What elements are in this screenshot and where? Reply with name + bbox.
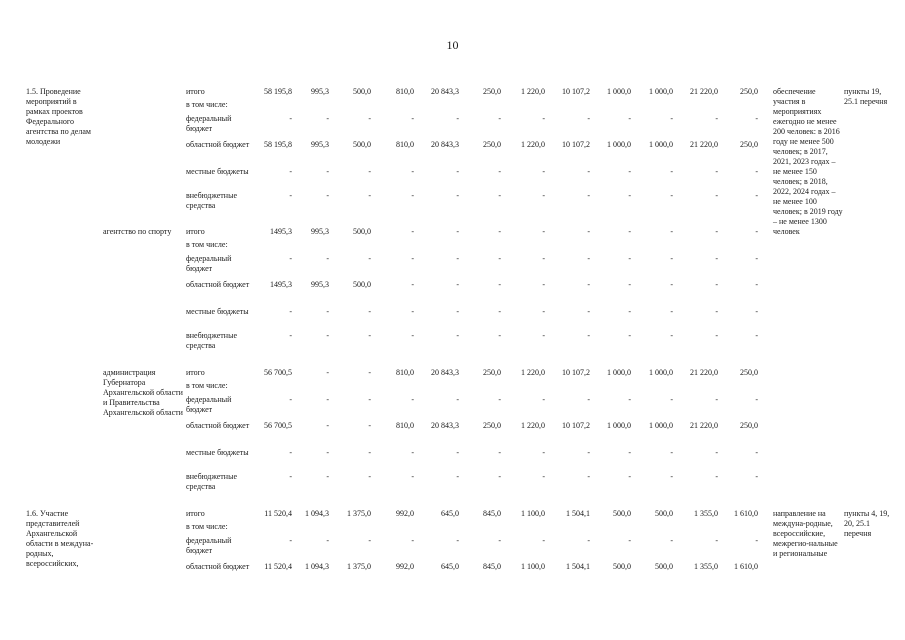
value-cell: - (498, 472, 501, 481)
value-cell: 21 220,0 (690, 368, 718, 377)
value-cell: - (498, 254, 501, 263)
value-cell: 1 610,0 (734, 509, 758, 518)
value-cell: 21 220,0 (690, 87, 718, 96)
value-cell: - (289, 536, 292, 545)
value-cell: - (411, 191, 414, 200)
value-cell: 500,0 (613, 509, 631, 518)
value-cell: - (326, 368, 329, 377)
value-cell: - (326, 254, 329, 263)
value-cell: - (498, 448, 501, 457)
funding-source-label: итого (186, 368, 205, 377)
funding-source-label: областной бюджет (186, 140, 250, 149)
value-cell: - (498, 191, 501, 200)
value-cell: - (368, 536, 371, 545)
value-cell: 21 220,0 (690, 140, 718, 149)
value-cell: - (368, 114, 371, 123)
value-cell: - (456, 114, 459, 123)
value-cell: - (542, 280, 545, 289)
value-cell: - (326, 191, 329, 200)
value-cell: 992,0 (396, 509, 414, 518)
value-cell: 1 504,1 (566, 509, 590, 518)
value-cell: - (755, 448, 758, 457)
funding-source-label: областной бюджет (186, 421, 250, 430)
value-cell: 56 700,5 (264, 421, 292, 430)
value-cell: 1 220,0 (521, 140, 545, 149)
value-cell: - (715, 331, 718, 340)
value-cell: - (411, 448, 414, 457)
value-cell: - (542, 307, 545, 316)
funding-source-label: итого (186, 87, 205, 96)
value-cell: - (670, 395, 673, 404)
value-cell: 845,0 (483, 562, 501, 571)
value-cell: - (411, 472, 414, 481)
value-cell: 1495,3 (270, 227, 292, 236)
value-cell: 1 220,0 (521, 421, 545, 430)
value-cell: - (326, 421, 329, 430)
value-cell: - (411, 280, 414, 289)
value-cell: - (326, 536, 329, 545)
value-cell: 1 000,0 (607, 87, 631, 96)
value-cell: 10 107,2 (562, 368, 590, 377)
value-cell: - (411, 167, 414, 176)
value-cell: 1 375,0 (347, 509, 371, 518)
value-cell: - (456, 331, 459, 340)
value-cell: - (368, 331, 371, 340)
funding-source-label: местные бюджеты (186, 448, 249, 457)
value-cell: - (368, 167, 371, 176)
value-cell: - (670, 448, 673, 457)
value-cell: 500,0 (353, 140, 371, 149)
value-cell: - (498, 331, 501, 340)
value-cell: - (289, 395, 292, 404)
value-cell: 1 000,0 (649, 421, 673, 430)
block-result: обеспечение участия в мероприятиях ежегодно не менее 200 человек: в 2016 году не менее 500 человек; в 2017, 2021, 2023 годах – не менее 150 человек; в 2018, 2022, 2024 годах – не менее 100 человек; в 2019 году – не менее 1300 человек (773, 87, 843, 236)
value-cell: - (326, 395, 329, 404)
value-cell: - (587, 167, 590, 176)
value-cell: - (670, 307, 673, 316)
funding-source-label: в том числе: (186, 100, 228, 109)
value-cell: 1 000,0 (607, 421, 631, 430)
value-cell: - (326, 448, 329, 457)
value-cell: - (587, 307, 590, 316)
value-cell: - (411, 227, 414, 236)
value-cell: - (587, 227, 590, 236)
block-reference: пункты 19, 25.1 перечня (844, 87, 888, 106)
value-cell: 845,0 (483, 509, 501, 518)
value-cell: - (755, 536, 758, 545)
value-cell: 21 220,0 (690, 421, 718, 430)
value-cell: - (542, 114, 545, 123)
value-cell: 56 700,5 (264, 368, 292, 377)
value-cell: - (411, 307, 414, 316)
value-cell: 250,0 (483, 421, 501, 430)
value-cell: - (542, 536, 545, 545)
block-result: направление на междуна-родные, всероссийские, межрегио-нальные и региональные (773, 509, 838, 558)
value-cell: - (542, 191, 545, 200)
value-cell: 1 100,0 (521, 562, 545, 571)
funding-source-label: федеральный бюджет (186, 536, 232, 555)
value-cell: - (498, 167, 501, 176)
value-cell: 1 000,0 (607, 368, 631, 377)
value-cell: - (628, 280, 631, 289)
value-cell: 500,0 (353, 227, 371, 236)
value-cell: - (326, 167, 329, 176)
value-cell: - (289, 114, 292, 123)
value-cell: - (715, 395, 718, 404)
value-cell: - (587, 254, 590, 263)
value-cell: 500,0 (655, 562, 673, 571)
funding-source-label: федеральный бюджет (186, 395, 232, 414)
value-cell: 1 000,0 (607, 140, 631, 149)
value-cell: - (715, 114, 718, 123)
value-cell: - (542, 167, 545, 176)
page-number: 10 (446, 38, 459, 52)
value-cell: - (456, 280, 459, 289)
value-cell: - (715, 536, 718, 545)
value-cell: - (715, 280, 718, 289)
value-cell: 500,0 (613, 562, 631, 571)
value-cell: - (326, 114, 329, 123)
value-cell: 1 355,0 (694, 562, 718, 571)
value-cell: 1 000,0 (649, 140, 673, 149)
value-cell: 810,0 (396, 87, 414, 96)
value-cell: - (628, 254, 631, 263)
value-cell: 1 000,0 (649, 87, 673, 96)
value-cell: - (715, 472, 718, 481)
executor-name: администрация Губернатора Архангельской области и Правительства Архангельской области (103, 368, 183, 417)
value-cell: - (411, 536, 414, 545)
value-cell: - (456, 254, 459, 263)
value-cell: 1 375,0 (347, 562, 371, 571)
value-cell: - (670, 280, 673, 289)
value-cell: - (456, 191, 459, 200)
value-cell: 20 843,3 (431, 140, 459, 149)
value-cell: - (670, 536, 673, 545)
value-cell: 20 843,3 (431, 368, 459, 377)
value-cell: 500,0 (353, 87, 371, 96)
value-cell: - (587, 191, 590, 200)
value-cell: - (755, 227, 758, 236)
value-cell: - (587, 536, 590, 545)
value-cell: - (670, 191, 673, 200)
value-cell: 250,0 (483, 140, 501, 149)
value-cell: - (289, 254, 292, 263)
value-cell: - (411, 114, 414, 123)
value-cell: - (368, 472, 371, 481)
executor-name: агентство по спорту (103, 227, 172, 236)
value-cell: - (628, 536, 631, 545)
value-cell: - (670, 167, 673, 176)
value-cell: 10 107,2 (562, 87, 590, 96)
funding-source-label: итого (186, 227, 205, 236)
value-cell: - (456, 472, 459, 481)
value-cell: - (670, 254, 673, 263)
value-cell: - (670, 227, 673, 236)
value-cell: - (456, 448, 459, 457)
value-cell: - (755, 167, 758, 176)
funding-source-label: внебюджетные средства (186, 472, 237, 491)
value-cell: 1 100,0 (521, 509, 545, 518)
value-cell: - (326, 472, 329, 481)
value-cell: 995,3 (311, 140, 329, 149)
value-cell: - (368, 421, 371, 430)
value-cell: - (289, 191, 292, 200)
value-cell: - (628, 472, 631, 481)
value-cell: 250,0 (740, 368, 758, 377)
value-cell: - (755, 254, 758, 263)
value-cell: - (587, 280, 590, 289)
value-cell: 250,0 (740, 421, 758, 430)
funding-source-label: федеральный бюджет (186, 114, 232, 133)
value-cell: - (670, 331, 673, 340)
value-cell: - (715, 254, 718, 263)
value-cell: 1 000,0 (649, 368, 673, 377)
value-cell: - (289, 307, 292, 316)
value-cell: - (670, 114, 673, 123)
value-cell: - (542, 448, 545, 457)
value-cell: - (715, 227, 718, 236)
value-cell: 992,0 (396, 562, 414, 571)
value-cell: - (289, 448, 292, 457)
value-cell: - (498, 536, 501, 545)
value-cell: - (542, 331, 545, 340)
value-cell: - (368, 448, 371, 457)
value-cell: - (456, 395, 459, 404)
value-cell: 58 195,8 (264, 140, 292, 149)
value-cell: - (755, 280, 758, 289)
value-cell: 11 520,4 (264, 509, 292, 518)
value-cell: - (670, 472, 673, 481)
value-cell: - (628, 114, 631, 123)
value-cell: - (368, 254, 371, 263)
value-cell: - (755, 472, 758, 481)
value-cell: 995,3 (311, 280, 329, 289)
value-cell: - (587, 448, 590, 457)
value-cell: - (456, 227, 459, 236)
value-cell: 1495,3 (270, 280, 292, 289)
value-cell: 500,0 (655, 509, 673, 518)
value-cell: 810,0 (396, 368, 414, 377)
value-cell: 995,3 (311, 227, 329, 236)
value-cell: - (498, 114, 501, 123)
funding-source-label: местные бюджеты (186, 167, 249, 176)
value-cell: - (542, 395, 545, 404)
funding-source-label: в том числе: (186, 522, 228, 531)
value-cell: - (755, 191, 758, 200)
block-title: 1.6. Участие представителей Архангельской области в междуна-родных, всероссийских, (26, 509, 94, 568)
value-cell: - (368, 307, 371, 316)
value-cell: - (456, 167, 459, 176)
value-cell: - (498, 280, 501, 289)
value-cell: - (628, 307, 631, 316)
value-cell: - (755, 114, 758, 123)
block-reference: пункты 4, 19, 20, 25.1 перечня (844, 509, 890, 538)
value-cell: - (628, 331, 631, 340)
value-cell: 1 220,0 (521, 87, 545, 96)
value-cell: - (628, 448, 631, 457)
value-cell: - (587, 114, 590, 123)
value-cell: - (289, 472, 292, 481)
value-cell: - (368, 191, 371, 200)
value-cell: 10 107,2 (562, 421, 590, 430)
value-cell: 645,0 (441, 562, 459, 571)
value-cell: - (715, 167, 718, 176)
value-cell: - (289, 331, 292, 340)
value-cell: 250,0 (740, 87, 758, 96)
funding-source-label: итого (186, 509, 205, 518)
value-cell: 995,3 (311, 87, 329, 96)
value-cell: - (755, 331, 758, 340)
block-title: 1.5. Проведение мероприятий в рамках проектов Федерального агентства по делам молодежи (26, 87, 91, 146)
value-cell: 1 220,0 (521, 368, 545, 377)
value-cell: 1 094,3 (305, 562, 329, 571)
value-cell: 500,0 (353, 280, 371, 289)
value-cell: - (542, 227, 545, 236)
value-cell: - (456, 536, 459, 545)
value-cell: - (542, 472, 545, 481)
value-cell: - (628, 191, 631, 200)
value-cell: - (456, 307, 459, 316)
value-cell: 10 107,2 (562, 140, 590, 149)
value-cell: - (755, 395, 758, 404)
value-cell: 250,0 (740, 140, 758, 149)
value-cell: - (289, 167, 292, 176)
value-cell: - (498, 227, 501, 236)
funding-source-label: местные бюджеты (186, 307, 249, 316)
value-cell: 1 504,1 (566, 562, 590, 571)
value-cell: 58 195,8 (264, 87, 292, 96)
value-cell: - (498, 307, 501, 316)
value-cell: - (587, 395, 590, 404)
value-cell: 1 610,0 (734, 562, 758, 571)
value-cell: 1 094,3 (305, 509, 329, 518)
value-cell: - (411, 254, 414, 263)
value-cell: - (628, 227, 631, 236)
value-cell: - (498, 395, 501, 404)
funding-source-label: федеральный бюджет (186, 254, 232, 273)
value-cell: 810,0 (396, 421, 414, 430)
value-cell: - (587, 472, 590, 481)
funding-source-label: в том числе: (186, 240, 228, 249)
value-cell: - (715, 191, 718, 200)
value-cell: 1 355,0 (694, 509, 718, 518)
value-cell: - (411, 395, 414, 404)
funding-source-label: внебюджетные средства (186, 331, 237, 350)
funding-source-label: внебюджетные средства (186, 191, 237, 210)
value-cell: - (368, 395, 371, 404)
value-cell: - (411, 331, 414, 340)
funding-source-label: в том числе: (186, 381, 228, 390)
value-cell: - (326, 307, 329, 316)
value-cell: 20 843,3 (431, 87, 459, 96)
value-cell: 11 520,4 (264, 562, 292, 571)
value-cell: 810,0 (396, 140, 414, 149)
value-cell: - (715, 307, 718, 316)
value-cell: 250,0 (483, 368, 501, 377)
value-cell: 645,0 (441, 509, 459, 518)
value-cell: 20 843,3 (431, 421, 459, 430)
value-cell: - (326, 331, 329, 340)
value-cell: - (628, 395, 631, 404)
value-cell: - (542, 254, 545, 263)
value-cell: - (587, 331, 590, 340)
value-cell: - (368, 368, 371, 377)
funding-source-label: областной бюджет (186, 562, 250, 571)
value-cell: - (628, 167, 631, 176)
value-cell: 250,0 (483, 87, 501, 96)
value-cell: - (755, 307, 758, 316)
value-cell: - (715, 448, 718, 457)
funding-source-label: областной бюджет (186, 280, 250, 289)
